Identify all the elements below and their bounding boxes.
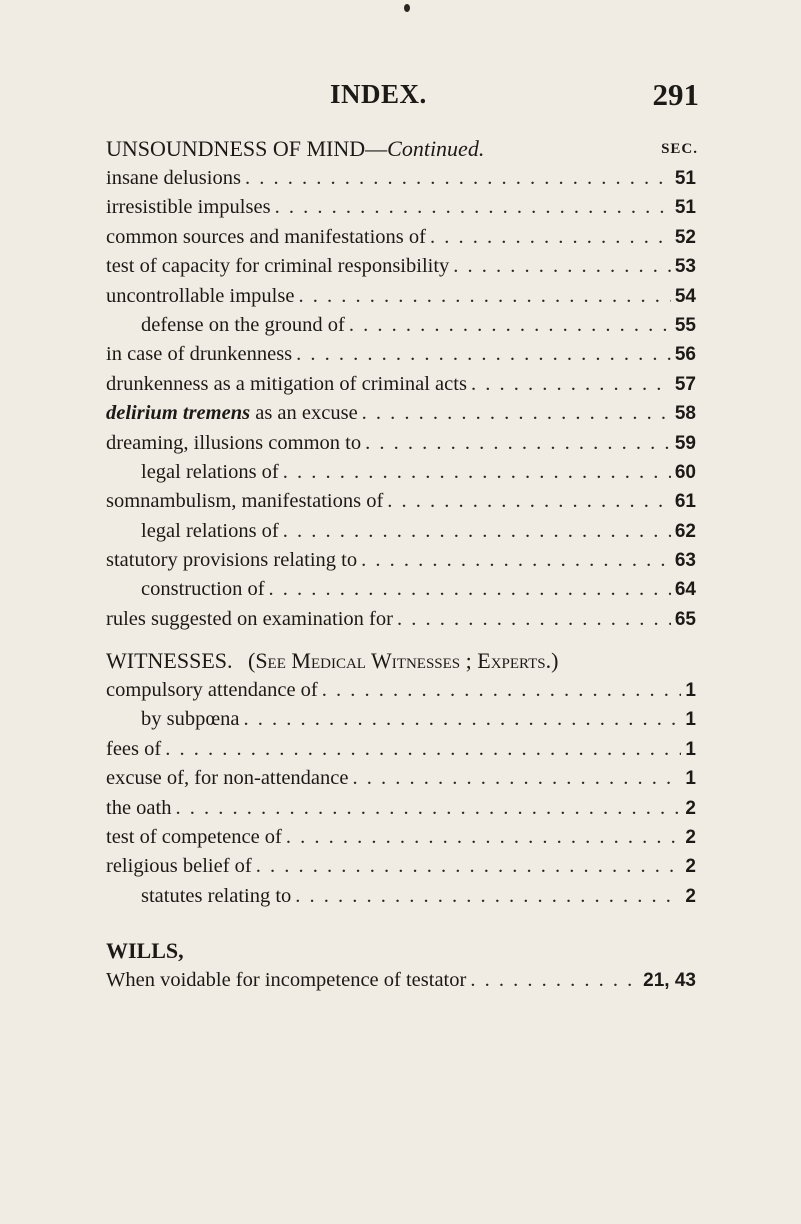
index-entry [106,252,696,281]
index-entry [106,370,696,399]
section-number: 53 [674,256,696,278]
index-entry [106,193,696,222]
dot-leader [283,458,671,487]
section-number: 2 [685,826,696,848]
heading-continued: Continued. [387,136,485,161]
section-number: 1 [685,709,696,731]
entry-text: in case of drunkenness [106,343,293,366]
dot-leader [298,282,670,311]
section-number: 58 [674,403,696,425]
dot-leader [269,575,671,604]
index-entry [106,794,696,823]
index-entry [106,399,696,428]
entry-text: compulsory attendance of [106,679,318,701]
index-entry [106,575,696,604]
dot-leader [453,252,671,281]
running-header [0,77,801,117]
section-number: 59 [674,432,696,454]
dot-leader [296,340,671,369]
index-entry [106,223,696,252]
index-entry [106,852,696,881]
entry-text: excuse of, for non-attendance [106,767,349,790]
section-number: 62 [674,520,696,542]
entry-text: construction of [141,578,265,601]
section-number: 1 [685,680,696,701]
index-entry [106,429,696,458]
entry-text: legal relations of [141,519,279,542]
entry-text: statutes relating to [141,884,292,907]
index-entry [106,546,696,575]
dot-leader [283,517,671,546]
section-number: 52 [674,226,696,248]
dot-leader [245,164,671,193]
entry-text: irresistible impulses [106,196,271,219]
entry-text: When voidable for incompetence of testator [106,969,467,991]
section-number: 1 [685,738,696,760]
index-section-wills [106,936,696,995]
sec-column-label: SEC. [661,141,698,157]
entry-list [106,164,696,634]
section-number: 2 [685,885,696,907]
index-entry [106,311,696,340]
page-number: 291 [652,77,699,112]
dot-leader [295,882,681,911]
heading-text: UNSOUNDNESS OF MIND— [106,136,388,161]
entry-text: drunkenness as a mitigation of criminal acts [106,372,467,395]
index-entry [106,882,696,911]
dot-leader [275,193,671,222]
section-number: 2 [685,797,696,819]
entry-list [106,676,696,911]
section-number: 61 [674,491,696,513]
section-number: 56 [674,344,696,366]
section-number: 65 [674,608,696,630]
page-header-title: INDEX. [330,79,427,109]
entry-text: dreaming, illusions common to [106,431,362,454]
dot-leader [286,823,682,852]
section-number: 57 [674,373,696,395]
index-entry [106,164,696,193]
entry-italic-term: delirium tremens [106,402,251,425]
index-entry [106,676,696,705]
index-entry [106,735,696,764]
dot-leader [352,764,681,793]
entry-text: by subpœna [141,708,240,731]
dot-leader [362,399,671,428]
section-number: 60 [674,461,696,483]
dot-leader [365,429,671,458]
dot-leader [387,487,671,516]
entry-list [106,966,696,995]
index-entry [106,458,696,487]
index-entry [106,966,696,995]
dot-leader [397,605,671,634]
index-entry [106,517,696,546]
index-entry [106,282,696,311]
dot-leader [349,311,671,340]
section-heading [106,936,696,966]
entry-text: insane delusions [106,167,241,189]
index-entry [106,764,696,793]
index-entry [106,823,696,852]
section-number: 63 [674,550,696,572]
section-number: 54 [674,285,696,307]
index-entry [106,487,696,516]
section-heading [106,134,696,164]
entry-text-rest: as an excuse [250,402,358,425]
entry-text: uncontrollable impulse [106,284,295,307]
index-entry [106,605,696,634]
dot-leader [165,735,681,764]
dot-leader [322,676,682,705]
dot-leader [244,705,682,734]
section-number: 55 [674,314,696,336]
entry-text: statutory provisions relating to [106,549,358,572]
heading-note: (See Medical Witnesses ; Experts.) [248,648,559,673]
section-number: 21, 43 [643,970,696,991]
dot-leader [470,966,639,995]
section-heading [106,646,696,676]
section-number: 2 [685,856,696,878]
index-section-unsoundness [106,134,696,634]
entry-text: religious belief of [106,855,252,878]
section-number: 51 [674,197,696,219]
entry-text: test of competence of [106,825,282,848]
entry-text: test of capacity for criminal responsibility [106,255,450,278]
section-number: 64 [674,579,696,601]
heading-text: WITNESSES. [106,648,233,673]
entry-text: rules suggested on examination for [106,607,393,630]
heading-text: WILLS, [106,938,184,963]
entry-text: fees of [106,737,162,760]
index-section-witnesses [106,646,696,911]
dot-leader [471,370,671,399]
section-number: 51 [674,168,696,189]
ink-speck [404,4,410,12]
index-entry [106,340,696,369]
entry-text: the oath [106,796,172,819]
section-number: 1 [685,768,696,790]
entry-text: defense on the ground of [141,313,345,336]
entry-text [106,399,358,428]
entry-text: common sources and manifestations of [106,225,426,248]
dot-leader [361,546,671,575]
entry-text: somnambulism, manifestations of [106,490,384,513]
index-entry [106,705,696,734]
dot-leader [175,794,681,823]
entry-text: legal relations of [141,460,279,483]
dot-leader [430,223,671,252]
dot-leader [256,852,682,881]
